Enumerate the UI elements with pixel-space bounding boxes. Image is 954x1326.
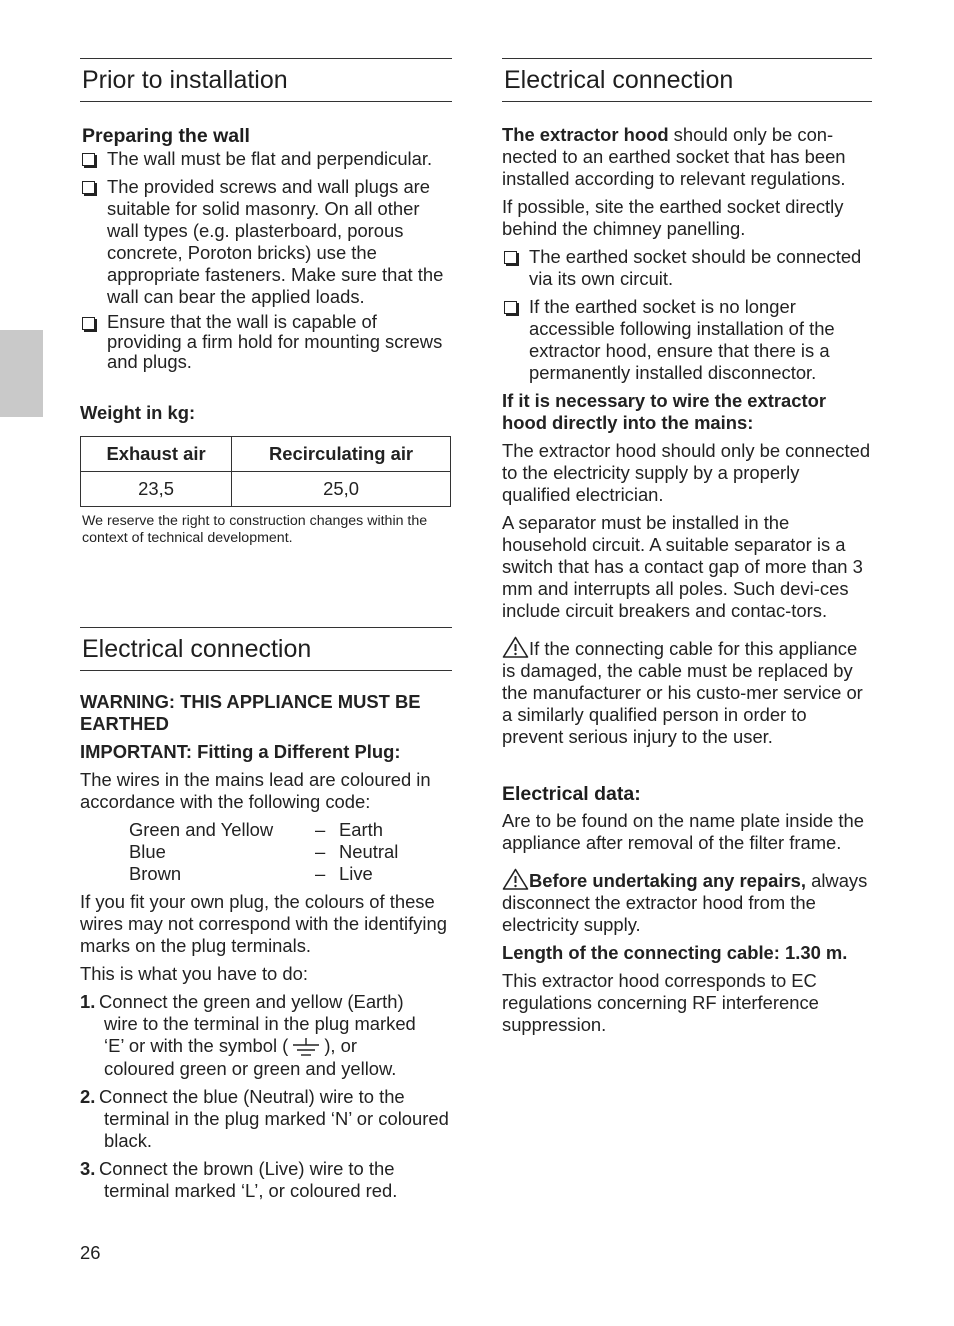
reserve-note: We reserve the right to construction changes within the context of technical development. [82, 513, 428, 546]
electrical-connection-heading-right: Electrical connection [502, 58, 872, 102]
electrical-data-heading: Electrical data: [502, 783, 641, 805]
wire-colour: Green and Yellow [129, 819, 274, 840]
weight-label: Weight in kg: [80, 402, 196, 423]
wire-code-row [129, 819, 452, 841]
weight-table [80, 436, 451, 507]
wire-colour: Brown [129, 863, 182, 884]
important-plug-heading: IMPORTANT: Fitting a Different Plug: [80, 741, 401, 762]
checkbox-bullet-icon [82, 317, 95, 330]
checklist-text: Ensure that the wall is capable of providing a firm hold for mounting screws and plugs. [107, 311, 443, 372]
wire-meaning: Neutral [339, 841, 399, 862]
checkbox-bullet-icon [504, 251, 517, 264]
step-text: coloured green or green and yellow. [104, 1058, 397, 1079]
checklist-text: The earthed socket should be connected via its own circuit. [529, 246, 862, 289]
repairs-rest: always disconnect the extractor hood from the electricity supply. [502, 870, 868, 935]
intro-rest: should only be con-nected to an earthed socket that has been installed according to relevant regulations. [502, 124, 846, 189]
wire-dash: – [315, 819, 326, 840]
own-plug-text: If you fit your own plug, the colours of these wires may not correspond with the identifying marks on the plug terminals. [80, 891, 447, 956]
step-text-part: ‘E’ or with the symbol ( [104, 1035, 289, 1056]
checklist-item [80, 176, 452, 308]
warning-triangle-icon [502, 636, 529, 658]
cable-length: Length of the connecting cable: 1.30 m. [502, 942, 848, 963]
earth-symbol-icon [288, 1036, 324, 1058]
repairs-bold: Before undertaking any repairs, [529, 870, 806, 891]
checkbox-bullet-icon [82, 181, 95, 194]
step-text: terminal marked ‘L’, or coloured red. [104, 1180, 398, 1201]
step-text: wire to the terminal in the plug marked [104, 1013, 416, 1034]
todo-text: This is what you have to do: [80, 963, 308, 984]
table-header-row [81, 437, 451, 472]
right-column [502, 58, 872, 1036]
step-text: Connect the green and yellow (Earth) [99, 991, 404, 1012]
wire-meaning: Earth [339, 819, 383, 840]
table-cell: 23,5 [81, 472, 232, 507]
prior-installation-heading: Prior to installation [80, 58, 452, 102]
side-tab-marker [0, 330, 43, 417]
cable-warning-text: If the connecting cable for this appliance is damaged, the cable must be replaced by the manufacturer or his custo-mer service or a similarly qualified person in order to prevent serious injury to the user. [502, 638, 863, 747]
table-row [81, 472, 451, 507]
site-socket-text: If possible, site the earthed socket directly behind the chimney panelling. [502, 196, 844, 239]
cable-warning-paragraph [502, 636, 872, 748]
wire-code-list [129, 819, 452, 885]
step-text: Connect the blue (Neutral) wire to the [99, 1086, 405, 1107]
numbered-step [80, 1086, 452, 1152]
checklist-item [502, 246, 872, 290]
electrical-data-text: Are to be found on the name plate inside the appliance after removal of the filter frame. [502, 810, 864, 853]
checklist-text: The provided screws and wall plugs are suitable for solid masonry. On all other wall types (e.g. plasterboard, porous concrete, Poroton bricks) use the appropriate fasteners. Make sure that the wall can bear the applied loads. [107, 176, 444, 307]
earthed-warning: WARNING: THIS APPLIANCE MUST BE EARTHED [80, 691, 421, 734]
table-header-cell: Exhaust air [81, 437, 232, 472]
repairs-paragraph [502, 868, 872, 936]
mains-text: The extractor hood should only be connected to the electricity supply by a properly qualified electrician. [502, 440, 871, 505]
separator-text: A separator must be installed in the household circuit. A suitable separator is a switch that has a contact gap of more than 3 mm and interrupts all poles. Such devi-ces include circuit breakers and contac-tors. [502, 512, 863, 621]
step-number: 3. [80, 1158, 96, 1179]
intro-paragraph [502, 124, 872, 190]
numbered-step [80, 1158, 452, 1202]
electrical-connection-heading-left: Electrical connection [80, 627, 452, 671]
wire-meaning: Live [339, 863, 373, 884]
wire-dash: – [315, 841, 326, 862]
table-cell: 25,0 [232, 472, 451, 507]
checklist-text: If the earthed socket is no longer accessible following installation of the extractor hood, ensure that there is a permanently installed disconnector. [529, 296, 835, 383]
numbered-step [80, 991, 452, 1080]
step-number: 1. [80, 991, 96, 1012]
checklist-item [80, 312, 452, 372]
step-text-part: ), or [324, 1035, 358, 1056]
ec-regulations-text: This extractor hood corresponds to EC regulations concerning RF interference suppression. [502, 970, 819, 1035]
checkbox-bullet-icon [504, 301, 517, 314]
wire-code-row [129, 841, 452, 863]
step-number: 2. [80, 1086, 96, 1107]
table-header-cell: Recirculating air [232, 437, 451, 472]
preparing-wall-heading: Preparing the wall [82, 125, 250, 147]
wire-code-row [129, 863, 452, 885]
checklist-item [80, 148, 452, 170]
step-text: Connect the brown (Live) wire to the [99, 1158, 395, 1179]
mains-heading: If it is necessary to wire the extractor hood directly into the mains: [502, 390, 827, 433]
wire-colour: Blue [129, 841, 166, 862]
page-number: 26 [80, 1242, 101, 1263]
left-column [80, 58, 452, 1202]
wire-dash: – [315, 863, 326, 884]
intro-bold: The extractor hood [502, 124, 669, 145]
wires-intro: The wires in the mains lead are coloured in accordance with the following code: [80, 769, 431, 812]
step-text [104, 1035, 452, 1058]
checklist-text: The wall must be flat and perpendicular. [107, 148, 433, 169]
checklist-item [502, 296, 872, 384]
checkbox-bullet-icon [82, 153, 95, 166]
warning-triangle-icon [502, 868, 529, 890]
step-text: terminal in the plug marked ‘N’ or coloured black. [104, 1108, 449, 1151]
